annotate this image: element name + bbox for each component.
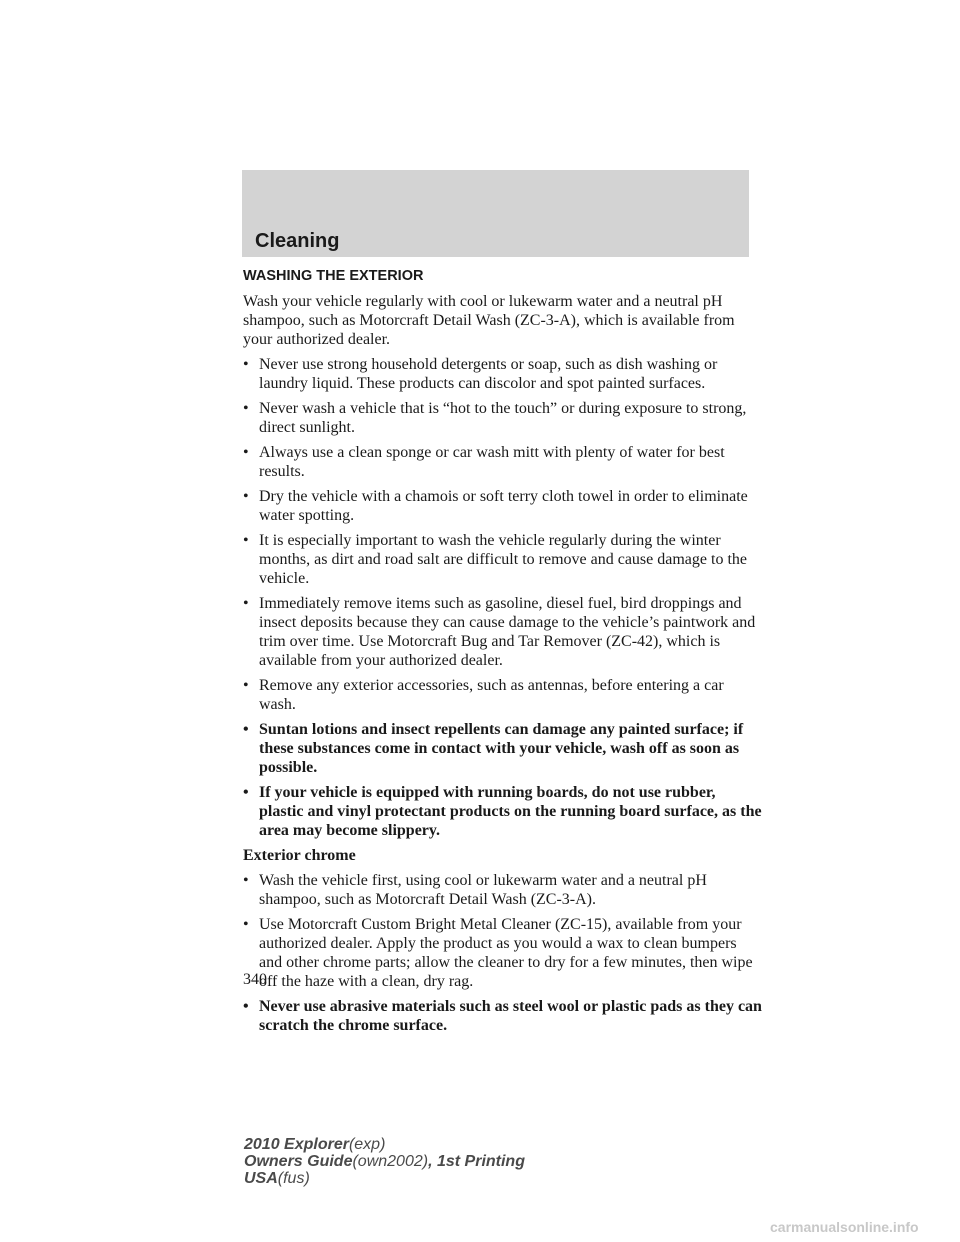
washing-bullet-item [243,783,763,840]
washing-bullet-item [243,594,763,670]
washing-bullet-item-text: Dry the vehicle with a chamois or soft terry cloth towel in order to eliminate water spotting. [259,488,748,524]
footer-guide-code: (own2002) [352,1153,429,1170]
bullet-glyph: • [243,356,249,373]
footer-model-code: (exp) [348,1136,386,1153]
page-content [243,267,763,1041]
footer-line-1 [244,1136,525,1153]
footer-market-code: (fus) [277,1170,310,1187]
footer-line-3 [244,1170,525,1187]
washing-bullet-item-text: Always use a clean sponge or car wash mitt with plenty of water for best results. [259,444,725,480]
section-heading: WASHING THE EXTERIOR [243,268,424,284]
washing-bullet-item-text: Remove any exterior accessories, such as antennas, before entering a car wash. [259,677,724,713]
chrome-subheading: Exterior chrome [243,847,356,864]
bullet-glyph: • [243,998,249,1015]
washing-bullet-item-text: If your vehicle is equipped with running boards, do not use rubber, plastic and vinyl protectant products on the running board surface, as the area may become slippery. [259,784,762,839]
chrome-bullet-item [243,997,763,1035]
footer-market: USA [244,1170,278,1187]
chrome-bullet-list [243,871,763,1035]
washing-bullet-item [243,531,763,588]
washing-bullet-item-text: Never wash a vehicle that is “hot to the touch” or during exposure to strong, direct sunlight. [259,400,747,436]
washing-bullet-item [243,720,763,777]
washing-bullet-item-text: Immediately remove items such as gasoline, diesel fuel, bird droppings and insect deposits because they can cause damage to the vehicle’s paintwork and trim over time. Use Motorcraft Bug and Tar Remover (ZC-42), which is available from your authorized dealer. [259,595,756,669]
bullet-glyph: • [243,488,249,505]
watermark: carmanualsonline.info [770,1219,919,1235]
footer-printing: , 1st Printing [428,1153,525,1170]
intro-paragraph: Wash your vehicle regularly with cool or lukewarm water and a neutral pH shampoo, such as Motorcraft Detail Wash (ZC-3-A), which is available from your authorized dealer. [243,293,735,348]
chrome-bullet-item [243,871,763,909]
page-number: 340 [243,971,267,988]
washing-bullet-item [243,355,763,393]
chrome-bullet-item-text: Never use abrasive materials such as steel wool or plastic pads as they can scratch the chrome surface. [259,998,762,1034]
washing-bullet-item [243,443,763,481]
bullet-glyph: • [243,872,249,889]
bullet-glyph: • [243,444,249,461]
document-footer [244,1136,525,1187]
washing-bullet-item [243,487,763,525]
footer-guide: Owners Guide [244,1153,353,1170]
washing-bullet-item-text: Suntan lotions and insect repellents can damage any painted surface; if these substances come in contact with your vehicle, wash off as soon as possible. [259,721,744,776]
chrome-bullet-item-text: Wash the vehicle first, using cool or lukewarm water and a neutral pH shampoo, such as Motorcraft Detail Wash (ZC-3-A). [259,872,707,908]
footer-line-2 [244,1153,525,1170]
section-title: Cleaning [255,230,340,252]
bullet-glyph: • [243,721,249,738]
washing-bullet-list [243,355,763,840]
chrome-bullet-item [243,915,763,991]
bullet-glyph: • [243,400,249,417]
chrome-bullet-item-text: Use Motorcraft Custom Bright Metal Cleaner (ZC-15), available from your authorized dealer. Apply the product as you would a wax to clean bumpers and other chrome parts; allow the cleaner to dry for a few minutes, then wipe off the haze with a clean, dry rag. [259,916,753,990]
footer-model: 2010 Explorer [244,1136,349,1153]
bullet-glyph: • [243,677,249,694]
washing-bullet-item-text: Never use strong household detergents or soap, such as dish washing or laundry liquid. These products can discolor and spot painted surfaces. [259,356,718,392]
bullet-glyph: • [243,532,249,549]
washing-bullet-item [243,399,763,437]
washing-bullet-item-text: It is especially important to wash the vehicle regularly during the winter months, as dirt and road salt are difficult to remove and cause damage to the vehicle. [259,532,747,587]
washing-bullet-item [243,676,763,714]
bullet-glyph: • [243,784,249,801]
bullet-glyph: • [243,595,249,612]
bullet-glyph: • [243,916,249,933]
